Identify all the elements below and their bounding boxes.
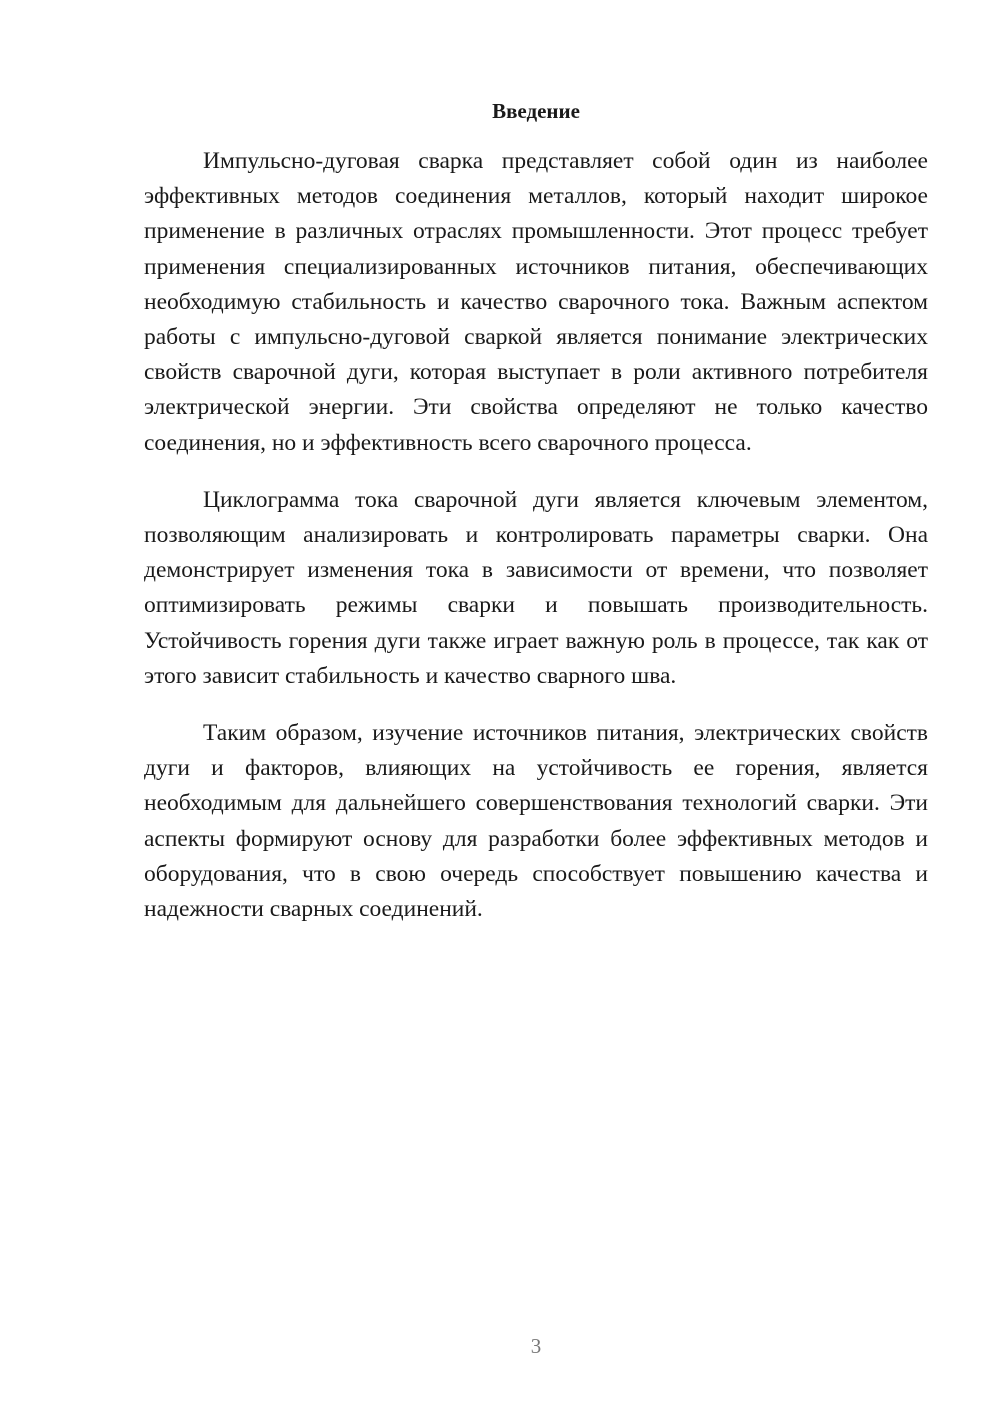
paragraph-cyclogram: Циклограмма тока сварочной дуги является ключевым элементом, позволяющим анализировать и контролировать параметры сварки. Она демонстрирует изменения тока в зависимости от времени, что позволяет оптимизировать режимы сварки и повышать производительность. Устойчивость горения дуги также играет важную роль в процессе, так как от этого зависит стабильность и качество сварного шва. — [144, 486, 928, 689]
paragraph-intro: Импульсно-дуговая сварка представляет собой один из наиболее эффективных методов соединения металлов, который находит широкое применение в различных отраслях промышленности. Этот процесс требует применения специализированных источников питания, обеспечивающих необходимую стабильность и качество сварочного тока. Важным аспектом работы с импульсно-дуговой сваркой является понимание электрических свойств сварочной дуги, которая выступает в роли активного потребителя электрической энергии. Эти свойства определяют не только качество соединения, но и эффективность всего сварочного процесса. — [144, 148, 928, 456]
paragraph-conclusion: Таким образом, изучение источников питания, электрических свойств дуги и факторов, влияющих на устойчивость ее горения, является необходимым для дальнейшего совершенствования технологий сварки. Эти аспекты формируют основу для разработки более эффективных методов и оборудования, что в свою очередь способствует повышению качества и надежности сварных соединений. — [144, 720, 928, 923]
section-heading: Введение — [492, 99, 580, 123]
page-number: 3 — [530, 1334, 542, 1358]
body-text — [144, 144, 928, 949]
